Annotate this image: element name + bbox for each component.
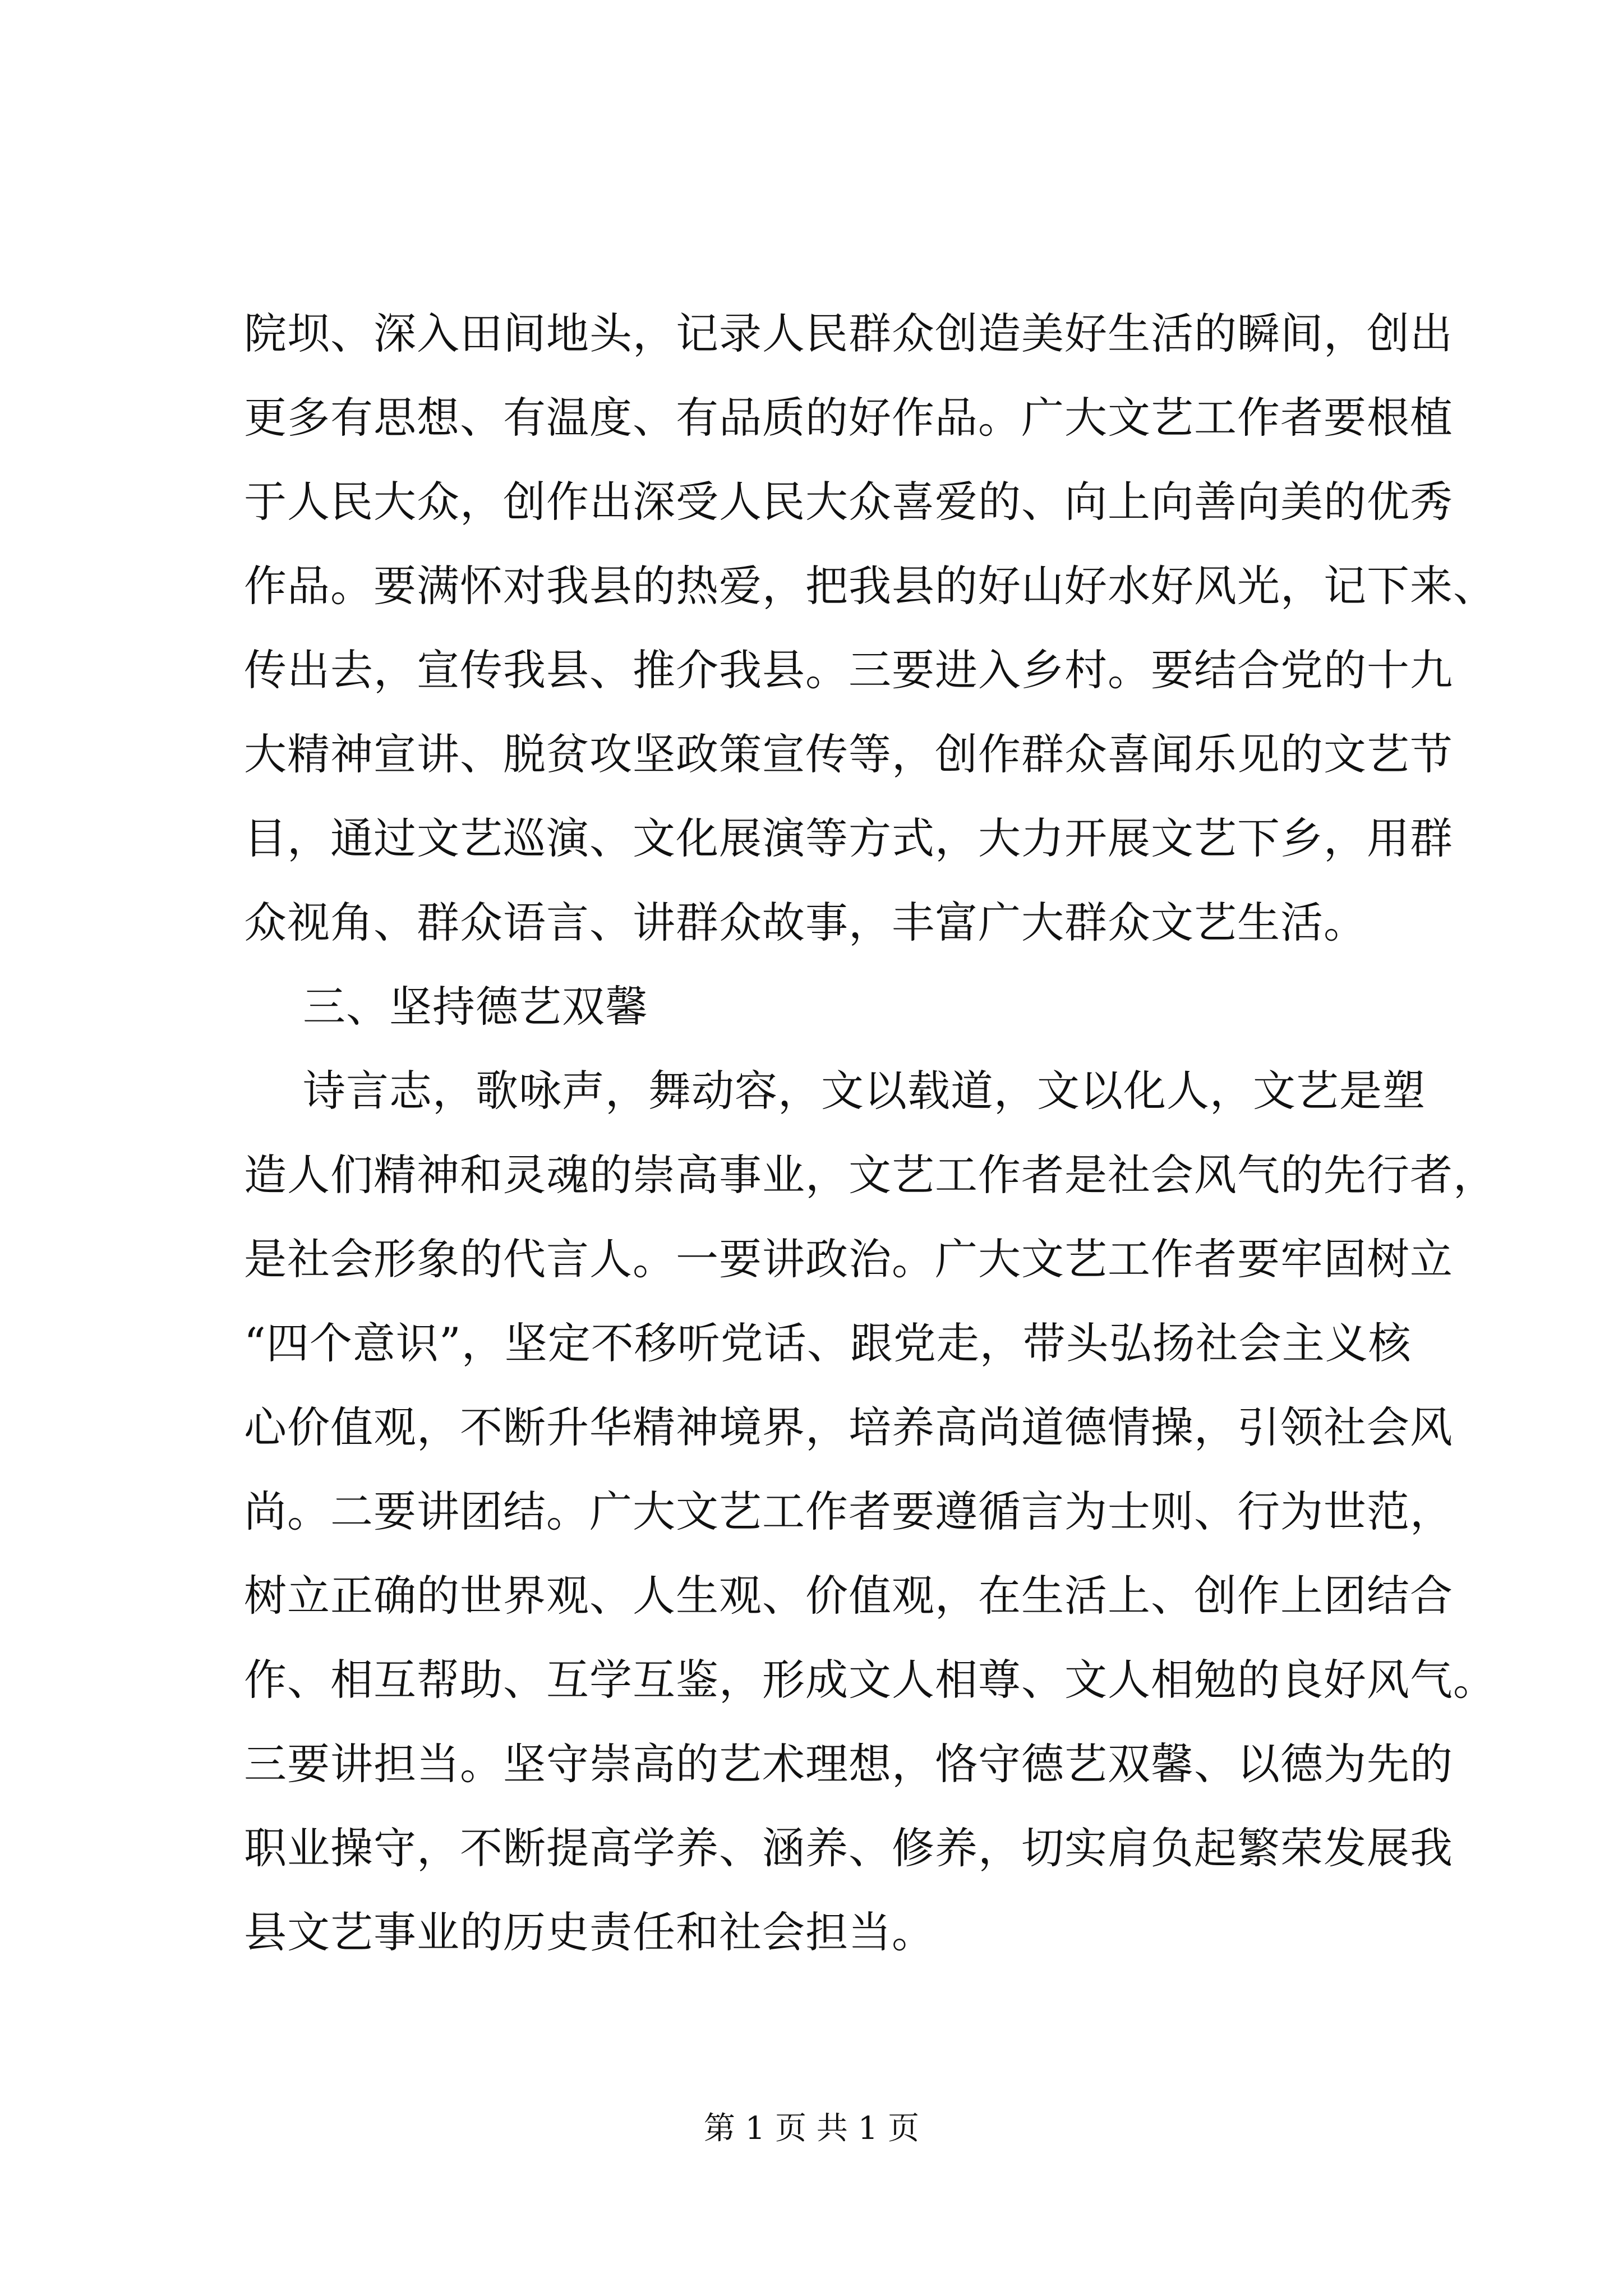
text-line: 尚。二要讲团结。广大文艺工作者要遵循言为士则、行为世范， bbox=[244, 1487, 1453, 1536]
text-line: 作、相互帮助、互学互鉴，形成文人相尊、文人相勉的良好风气。 bbox=[244, 1655, 1496, 1705]
text-line: 众视角、群众语言、讲群众故事，丰富广大群众文艺生活。 bbox=[244, 898, 1367, 947]
text-line: 三要讲担当。坚守崇高的艺术理想，恪守德艺双馨、以德为先的 bbox=[244, 1739, 1453, 1789]
section-heading: 三、坚持德艺双馨 bbox=[303, 982, 648, 1032]
text-line: 大精神宣讲、脱贫攻坚政策宣传等，创作群众喜闻乐见的文艺节 bbox=[244, 729, 1453, 779]
text-line: 诗言志，歌咏声，舞动容，文以载道，文以化人，文艺是塑 bbox=[303, 1066, 1426, 1116]
text-line: 于人民大众，创作出深受人民大众喜爱的、向上向善向美的优秀 bbox=[244, 477, 1453, 527]
text-line: 传出去，宣传我县、推介我县。三要进入乡村。要结合党的十九 bbox=[244, 645, 1453, 695]
text-line: 心价值观，不断升华精神境界，培养高尚道德情操，引领社会风 bbox=[244, 1402, 1453, 1452]
page-footer bbox=[0, 2106, 1623, 2151]
text-line: 县文艺事业的历史责任和社会担当。 bbox=[244, 1907, 935, 1957]
text-line: 造人们精神和灵魂的崇高事业，文艺工作者是社会风气的先行者， bbox=[244, 1150, 1496, 1200]
text-line: 更多有思想、有温度、有品质的好作品。广大文艺工作者要根植 bbox=[244, 393, 1453, 443]
text-line: 院坝、深入田间地头，记录人民群众创造美好生活的瞬间，创出 bbox=[244, 309, 1453, 358]
text-line: 职业操守，不断提高学养、涵养、修养，切实肩负起繁荣发展我 bbox=[244, 1823, 1453, 1873]
text-line: 目，通过文艺巡演、文化展演等方式，大力开展文艺下乡，用群 bbox=[244, 813, 1453, 863]
text-line: 作品。要满怀对我县的热爱，把我县的好山好水好风光，记下来、 bbox=[244, 561, 1496, 611]
text-line: 树立正确的世界观、人生观、价值观，在生活上、创作上团结合 bbox=[244, 1571, 1453, 1621]
text-line: 是社会形象的代言人。一要讲政治。广大文艺工作者要牢固树立 bbox=[244, 1234, 1453, 1284]
text-line: “四个意识”，坚定不移听党话、跟党走，带头弘扬社会主义核 bbox=[244, 1318, 1412, 1368]
page-indicator: 第 1 页 共 1 页 bbox=[703, 2110, 920, 2147]
